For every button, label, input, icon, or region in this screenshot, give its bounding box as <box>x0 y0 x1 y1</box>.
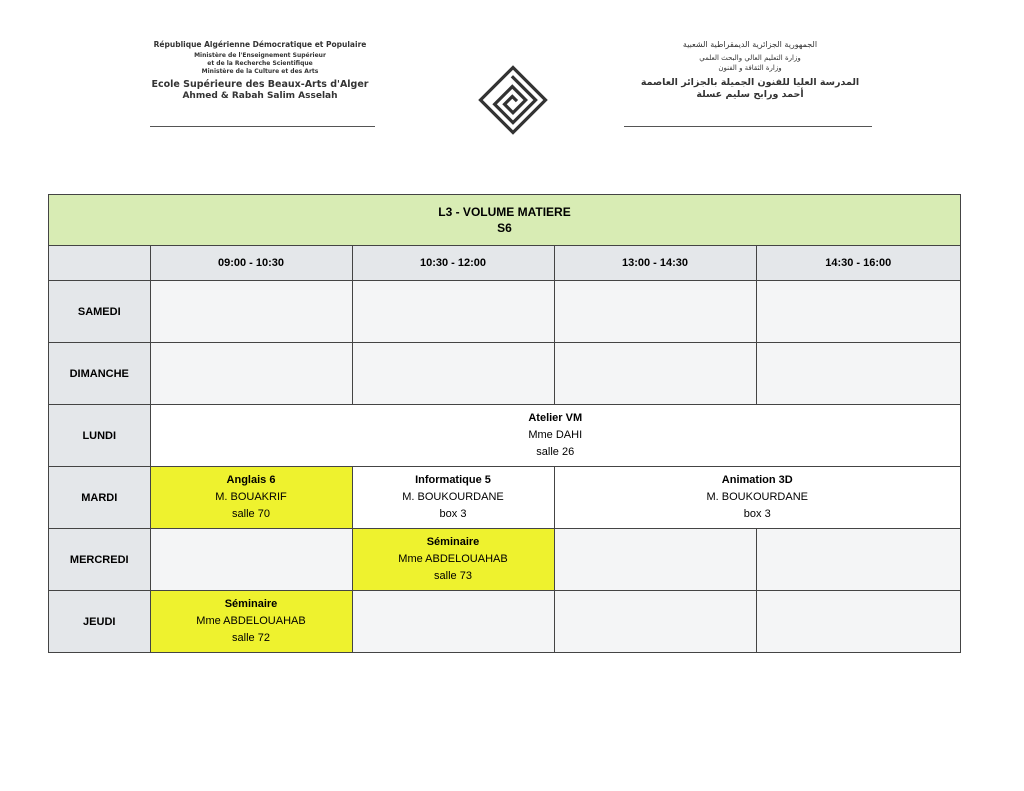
session-room: salle 26 <box>536 446 575 458</box>
empty-slot <box>756 343 960 405</box>
session-room: salle 70 <box>232 508 270 520</box>
arabic-letterhead <box>630 40 870 101</box>
empty-slot <box>756 591 960 653</box>
day-row-dimanche <box>49 343 960 405</box>
empty-slot <box>150 281 352 343</box>
school-logo-icon <box>475 62 551 138</box>
timetable-grid <box>49 246 960 652</box>
empty-slot <box>150 529 352 591</box>
french-letterhead <box>150 40 370 102</box>
timetable-title-bar <box>49 195 960 246</box>
session-teacher: Mme ABDELOUAHAB <box>196 615 306 627</box>
timetable-title: L3 - VOLUME MATIERE <box>438 205 571 219</box>
day-label: DIMANCHE <box>49 343 150 405</box>
day-row-jeudi <box>49 591 960 653</box>
session-teacher: M. BOUAKRIF <box>215 491 287 503</box>
timetable-semester: S6 <box>497 221 512 235</box>
fr-school-sub: Ahmed & Rabah Salim Asselah <box>182 91 338 101</box>
empty-slot <box>554 281 756 343</box>
timetable <box>48 194 961 653</box>
session-room: salle 72 <box>232 632 270 644</box>
session-room: salle 73 <box>434 570 472 582</box>
fr-ministry-higher-ed-1: Ministère de l'Enseignement Supérieur <box>194 52 326 59</box>
day-row-mercredi <box>49 529 960 591</box>
ar-school-sub: أحمد ورابح سليم عسلة <box>696 89 804 100</box>
session-anglais <box>150 467 352 529</box>
session-teacher: M. BOUKOURDANE <box>706 491 808 503</box>
session-animation-3d <box>554 467 960 529</box>
session-room: box 3 <box>743 508 771 520</box>
empty-slot <box>352 343 554 405</box>
ar-ministry-higher-ed: وزارة التعليم العالي والبحث العلمي <box>699 54 801 62</box>
day-row-mardi <box>49 467 960 529</box>
session-teacher: Mme ABDELOUAHAB <box>398 553 508 565</box>
letterhead-divider-left <box>150 126 375 127</box>
fr-republic: République Algérienne Démocratique et Populaire <box>153 40 367 49</box>
session-course: Informatique 5 <box>415 474 491 486</box>
slot-header: 09:00 - 10:30 <box>150 246 352 281</box>
session-seminaire <box>150 591 352 653</box>
empty-slot <box>150 343 352 405</box>
session-course: Anglais 6 <box>226 474 276 486</box>
session-seminaire <box>352 529 554 591</box>
empty-slot <box>554 591 756 653</box>
header-corner <box>49 246 150 281</box>
ar-republic: الجمهورية الجزائرية الديمقراطية الشعبية <box>682 40 818 49</box>
slot-header: 13:00 - 14:30 <box>554 246 756 281</box>
letterhead <box>150 30 872 142</box>
ar-school-name: المدرسة العليا للفنون الجميلة بالجزائر العاصمة <box>640 77 860 88</box>
session-teacher: M. BOUKOURDANE <box>402 491 504 503</box>
session-informatique <box>352 467 554 529</box>
slot-header: 10:30 - 12:00 <box>352 246 554 281</box>
fr-ministry-culture: Ministère de la Culture et des Arts <box>201 68 319 75</box>
ar-ministry-culture: وزارة الثقافة و الفنون <box>718 64 782 72</box>
day-label: JEUDI <box>49 591 150 653</box>
session-room: box 3 <box>439 508 467 520</box>
empty-slot <box>756 281 960 343</box>
day-label: LUNDI <box>49 405 150 467</box>
day-row-samedi <box>49 281 960 343</box>
session-course: Animation 3D <box>721 474 793 486</box>
fr-school-name: Ecole Supérieure des Beaux-Arts d'Alger <box>151 79 369 90</box>
letterhead-divider-right <box>624 126 872 127</box>
day-label: SAMEDI <box>49 281 150 343</box>
empty-slot <box>352 281 554 343</box>
day-row-lundi <box>49 405 960 467</box>
day-label: MARDI <box>49 467 150 529</box>
empty-slot <box>352 591 554 653</box>
session-course: Atelier VM <box>528 412 583 424</box>
session-course: Séminaire <box>224 598 278 610</box>
time-slot-header-row <box>49 246 960 281</box>
empty-slot <box>554 343 756 405</box>
empty-slot <box>554 529 756 591</box>
fr-ministry-higher-ed-2: et de la Recherche Scientifique <box>207 60 313 67</box>
session-teacher: Mme DAHI <box>528 429 583 441</box>
slot-header: 14:30 - 16:00 <box>756 246 960 281</box>
empty-slot <box>756 529 960 591</box>
session-atelier-vm <box>150 405 960 467</box>
day-label: MERCREDI <box>49 529 150 591</box>
session-course: Séminaire <box>426 536 480 548</box>
